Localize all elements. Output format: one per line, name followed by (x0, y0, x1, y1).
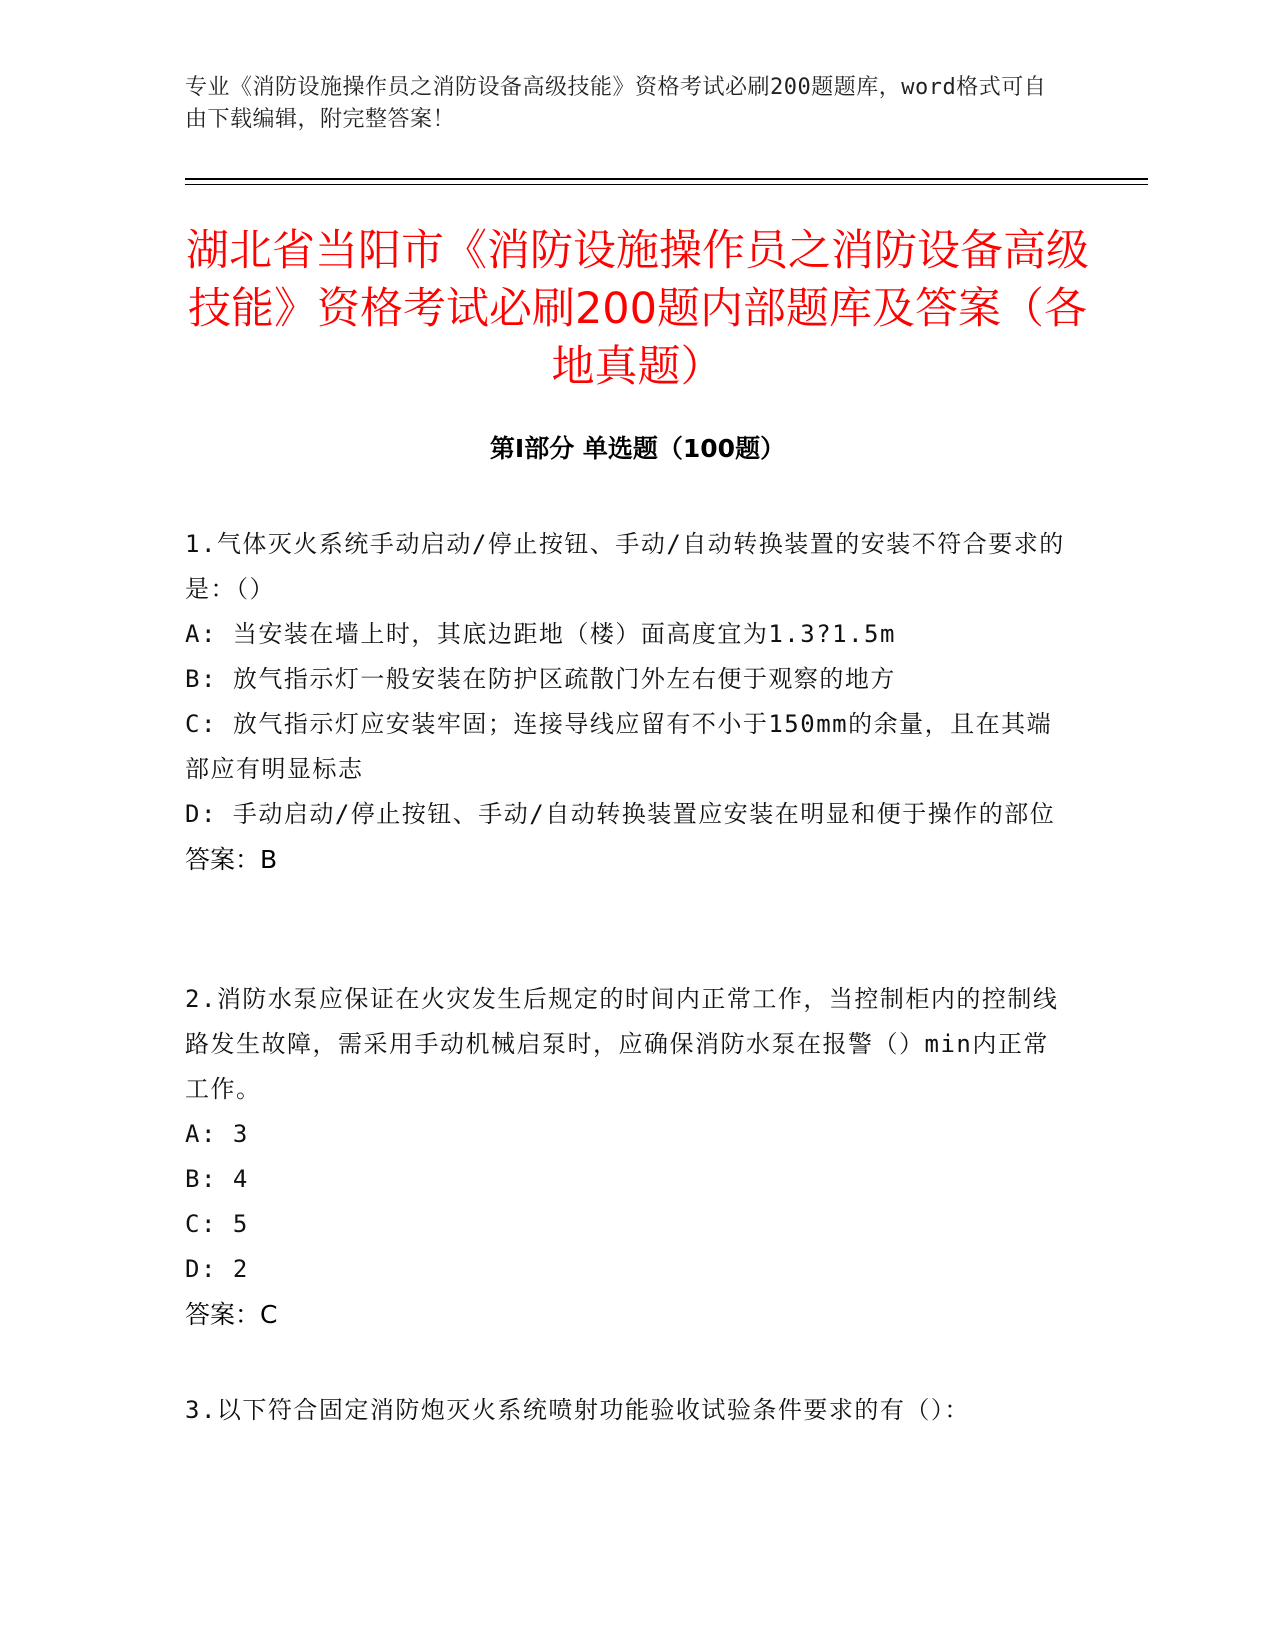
option-d: D: 手动启动/停止按钮、手动/自动转换装置应安装在明显和便于操作的部位 (185, 800, 1056, 828)
question-1 (185, 522, 1065, 882)
option-d: D: 2 (185, 1255, 249, 1283)
question-3 (185, 1388, 1065, 1433)
question-stem: 3.以下符合固定消防炮灭火系统喷射功能验收试验条件要求的有（）： (185, 1396, 970, 1424)
document-title: 湖北省当阳市《消防设施操作员之消防设备高级技能》资格考试必刷200题内部题库及答案（各地真题） (186, 226, 1089, 392)
option-a: A: 当安装在墙上时，其底边距地（楼）面高度宜为1.3?1.5m (185, 620, 896, 648)
option-a: A: 3 (185, 1120, 249, 1148)
answer-line: 答案：B (185, 845, 278, 874)
question-stem: 1.气体灭火系统手动启动/停止按钮、手动/自动转换装置的安装不符合要求的是：（） (185, 530, 1065, 603)
header-divider-thick (185, 178, 1148, 180)
header-divider-thin (185, 184, 1148, 185)
answer-line: 答案：C (185, 1300, 278, 1329)
question-2 (185, 977, 1065, 1337)
option-b: B: 放气指示灯一般安装在防护区疏散门外左右便于观察的地方 (185, 665, 896, 693)
header-note: 专业《消防设施操作员之消防设备高级技能》资格考试必刷200题题库，word格式可自由下载编辑，附完整答案！ (185, 75, 1047, 132)
option-c: C: 5 (185, 1210, 249, 1238)
option-c: C: 放气指示灯应安装牢固；连接导线应留有不小于150mm的余量，且在其端部应有明显标志 (185, 710, 1053, 783)
option-b: B: 4 (185, 1165, 249, 1193)
question-stem: 2.消防水泵应保证在火灾发生后规定的时间内正常工作，当控制柜内的控制线路发生故障，需采用手动机械启泵时，应确保消防水泵在报警（）min内正常工作。 (185, 985, 1059, 1103)
section-heading: 第I部分 单选题（100题） (489, 434, 786, 463)
